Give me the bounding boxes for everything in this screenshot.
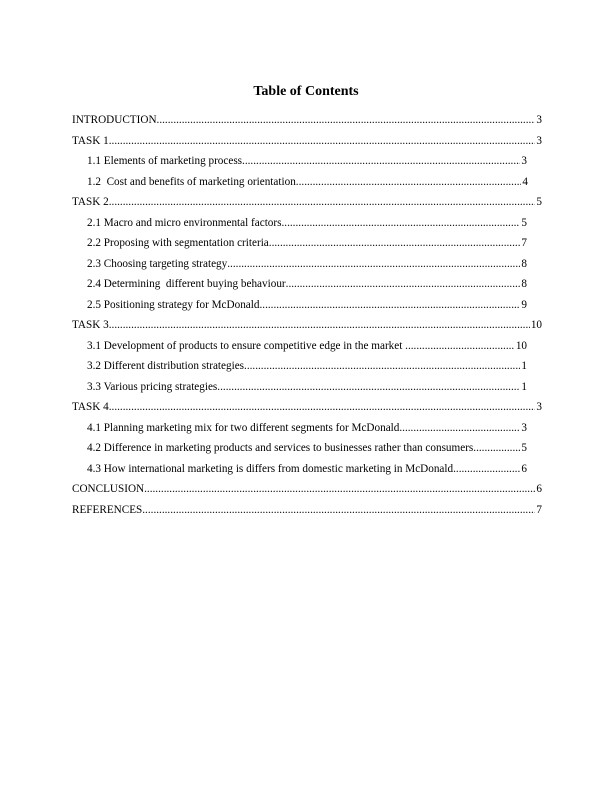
toc-entry-page-number: 1	[521, 360, 527, 372]
toc-entry-1-2[interactable]	[72, 175, 528, 196]
dot-leader	[242, 154, 520, 168]
toc-entry-page-number: 9	[521, 298, 527, 311]
page-title: Table of Contents	[253, 84, 359, 99]
dot-leader	[453, 462, 520, 476]
toc-entry-label: 2.2 Proposing with segmentation criteria	[87, 237, 269, 249]
dot-leader	[109, 318, 530, 332]
dot-leader	[296, 175, 522, 189]
toc-entry-2-2[interactable]	[72, 236, 527, 257]
toc-entry-page-number: 6	[521, 462, 527, 475]
toc-entry-2-3[interactable]	[72, 257, 527, 278]
toc-entry-page-number: 3	[536, 114, 542, 126]
toc-entry-page-number: 7	[521, 237, 527, 249]
toc-entry-label: 3.3 Various pricing strategies	[87, 380, 218, 393]
toc-entry-task-3[interactable]	[72, 318, 542, 339]
toc-entry-3-1[interactable]	[72, 339, 527, 360]
toc-entry-label: 3.2 Different distribution strategies	[87, 360, 245, 372]
toc-entry-4-1[interactable]	[72, 421, 527, 442]
toc-entry-2-5[interactable]	[72, 298, 527, 319]
toc-entry-page-number: 8	[521, 257, 527, 270]
toc-entry-label: TASK 4	[72, 401, 109, 413]
toc-entry-label: 1.1 Elements of marketing process	[87, 155, 243, 167]
toc-entry-label: CONCLUSION	[72, 483, 145, 495]
toc-entry-3-2[interactable]	[72, 359, 527, 380]
toc-entry-label: 2.5 Positioning strategy for McDonald	[87, 298, 260, 311]
toc-entry-page-number: 1	[521, 380, 527, 393]
toc-entry-page-number: 5	[521, 442, 527, 454]
dot-leader	[244, 359, 520, 373]
toc-entry-label: 2.1 Macro and micro environmental factors	[87, 216, 282, 229]
toc-entry-label: INTRODUCTION	[72, 114, 157, 126]
dot-leader	[399, 421, 520, 435]
dot-leader	[144, 482, 535, 496]
toc-entry-4-3[interactable]	[72, 462, 527, 483]
dot-leader	[269, 236, 521, 250]
toc-entry-task-1[interactable]	[72, 134, 542, 155]
toc-entry-2-4[interactable]	[72, 277, 527, 298]
dot-leader	[109, 134, 536, 148]
toc-entry-label: TASK 1	[72, 134, 109, 147]
toc-entry-references[interactable]	[72, 503, 542, 524]
dot-leader	[157, 113, 536, 127]
dot-leader	[473, 441, 520, 455]
toc-entry-label: TASK 3	[72, 319, 109, 331]
toc-entry-3-3[interactable]	[72, 380, 527, 401]
dot-leader	[109, 400, 536, 414]
toc-entry-label: 4.2 Difference in marketing products and services to businesses rather than consumers	[87, 442, 474, 454]
toc-entry-page-number: 10	[530, 319, 542, 331]
toc-entry-label: 4.3 How international marketing is differs from domestic marketing in McDonald	[87, 462, 454, 475]
toc-entry-label: REFERENCES	[72, 503, 143, 516]
dot-leader	[405, 339, 515, 353]
dot-leader	[109, 195, 536, 209]
dot-leader	[286, 277, 521, 291]
toc-entry-2-1[interactable]	[72, 216, 527, 237]
dot-leader	[142, 503, 535, 517]
toc-entry-page-number: 4	[522, 175, 528, 188]
toc-entry-label: 2.4 Determining different buying behaviour	[87, 278, 286, 290]
toc-entry-page-number: 3	[536, 134, 542, 147]
toc-entry-task-4[interactable]	[72, 400, 542, 421]
toc-entry-label: TASK 2	[72, 196, 109, 208]
toc-entry-4-2[interactable]	[72, 441, 527, 462]
toc-entry-label: 4.1 Planning marketing mix for two different segments for McDonald	[87, 421, 400, 434]
toc-entry-1-1[interactable]	[72, 154, 527, 175]
dot-leader	[259, 298, 520, 312]
toc-entry-page-number: 3	[536, 401, 542, 413]
toc-entry-page-number: 10	[515, 339, 527, 352]
toc-entry-label: 2.3 Choosing targeting strategy	[87, 257, 228, 270]
dot-leader	[281, 216, 520, 230]
toc-entry-page-number: 3	[521, 421, 527, 434]
toc-entry-conclusion[interactable]	[72, 482, 542, 503]
toc-entry-label: 1.2 Cost and benefits of marketing orientation	[87, 175, 296, 188]
toc-entry-page-number: 7	[536, 503, 542, 516]
toc-entry-page-number: 3	[521, 155, 527, 167]
toc-entry-label: 3.1 Development of products to ensure competitive edge in the market	[87, 339, 406, 352]
dot-leader	[227, 257, 520, 271]
toc-entry-page-number: 6	[536, 483, 542, 495]
table-of-contents	[72, 113, 542, 523]
dot-leader	[217, 380, 520, 394]
toc-entry-page-number: 8	[521, 278, 527, 290]
toc-entry-page-number: 5	[521, 216, 527, 229]
toc-entry-page-number: 5	[536, 196, 542, 208]
toc-entry-introduction[interactable]	[72, 113, 542, 134]
toc-entry-task-2[interactable]	[72, 195, 542, 216]
